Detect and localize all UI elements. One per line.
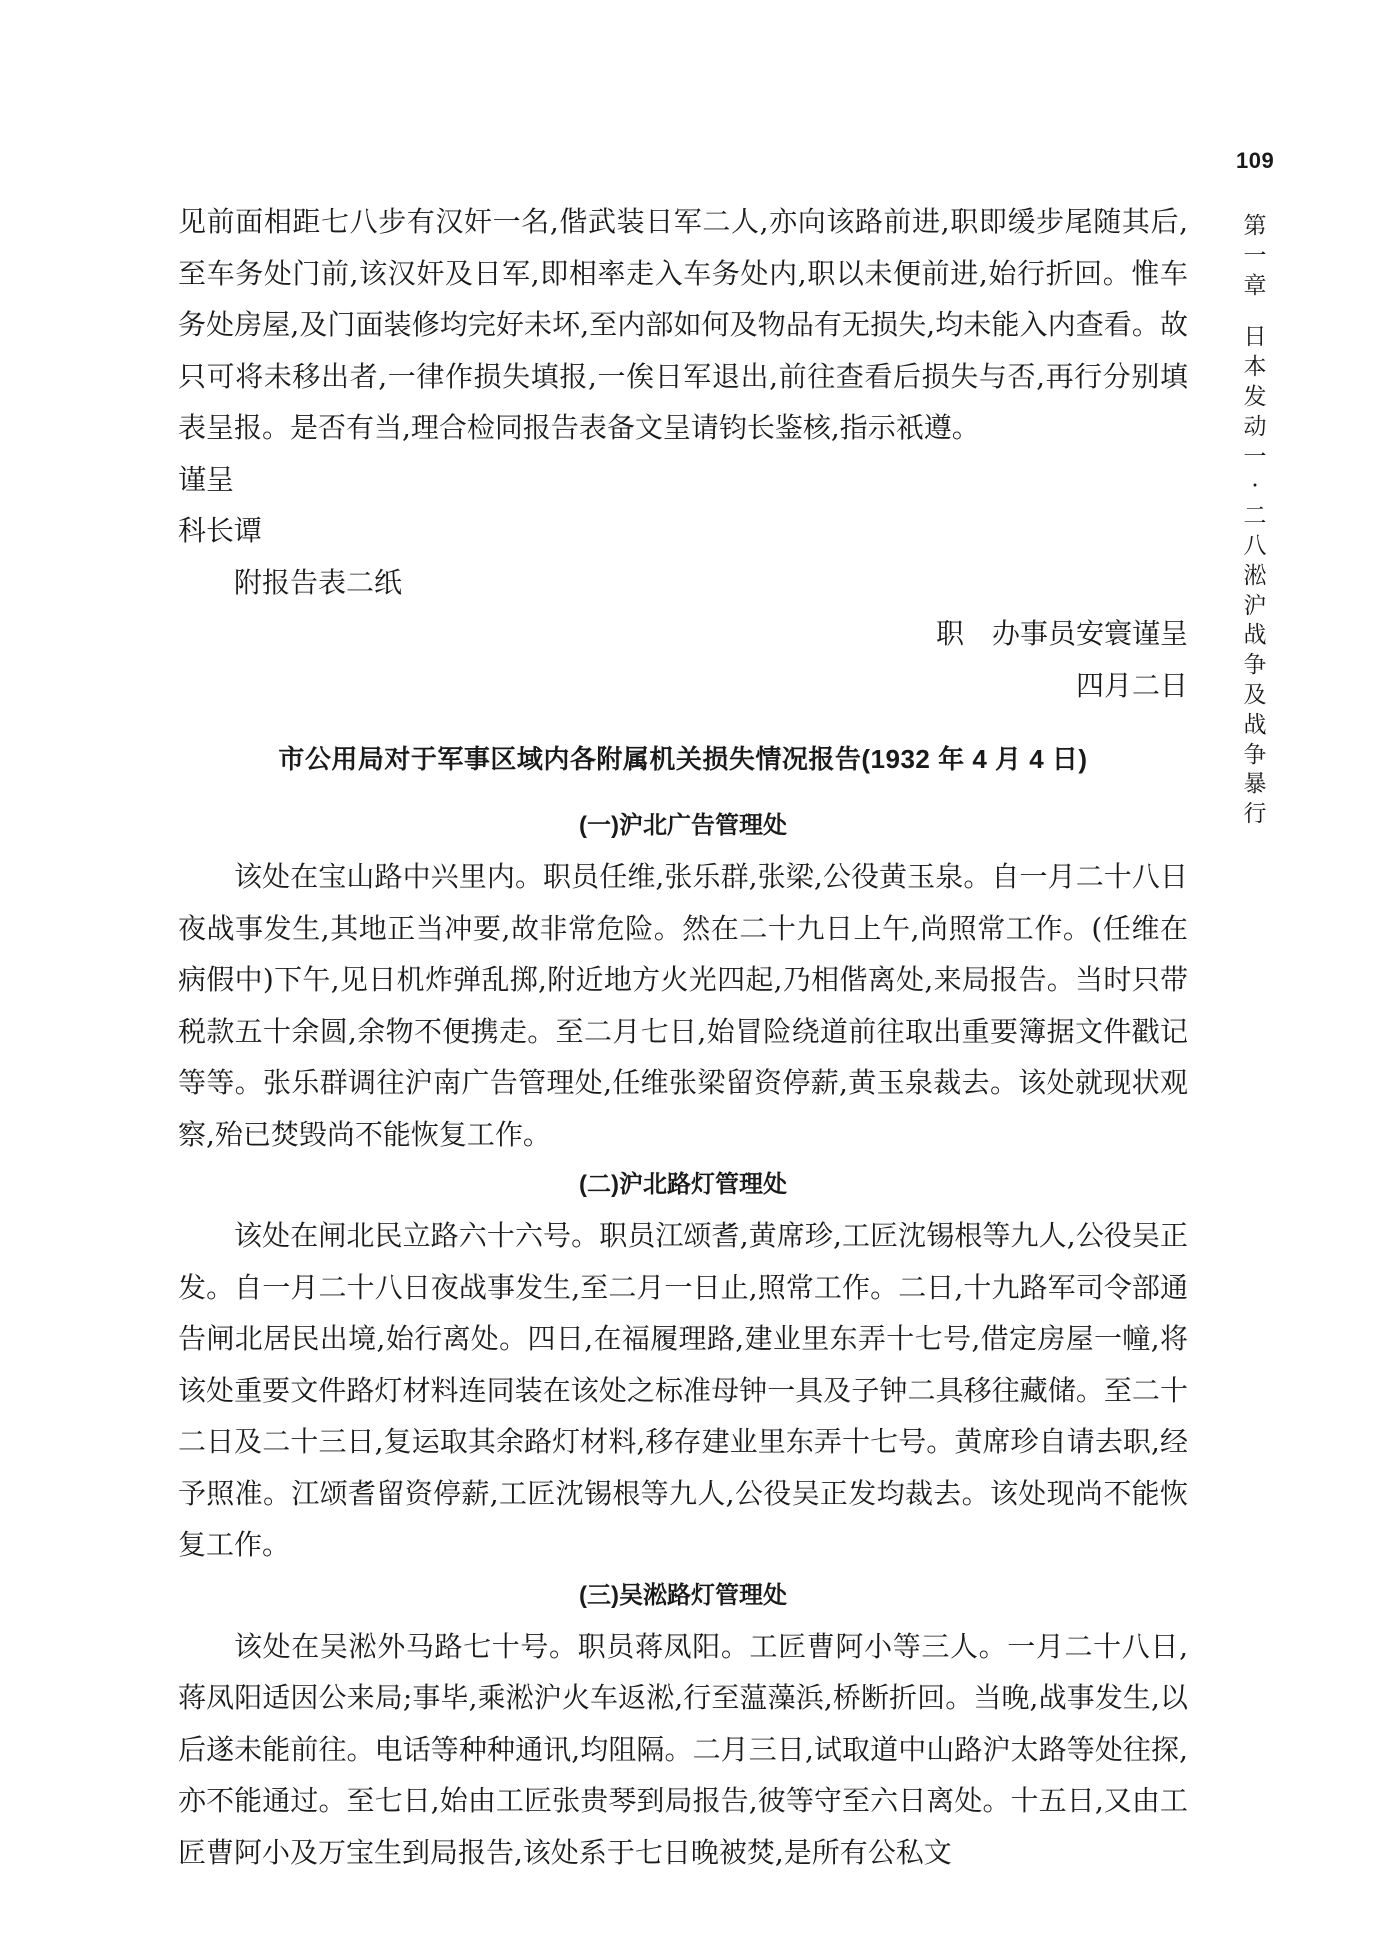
- signature-title: 职: [935, 617, 964, 650]
- section-heading: (三)吴淞路灯管理处: [579, 1581, 787, 1609]
- letter-date: 四月二日: [1075, 668, 1188, 702]
- letter-body: 见前面相距七八步有汉奸一名,偕武装日军二人,亦向该路前进,职即缓步尾随其后,至车务处门前,该汉奸及日军,即相率走入车务处内,职以未便前进,始行折回。惟车务处房屋,及门面装修均完好未坏,至内部如何及物品有无损失,均未能入内查看。故只可将未移出者,一律作损失填报,一俟日军退出,前往查看后损失与否,再行分别填表呈报。是否有当,理合检同报告表备文呈请钧长鉴核,指示祇遵。: [178, 205, 1188, 444]
- section-heading: (一)沪北广告管理处: [579, 812, 787, 839]
- section-text: 该处在宝山路中兴里内。职员任维,张乐群,张梁,公役黄玉泉。自一月二十八日夜战事发生,其地正当冲要,故非常危险。然在二十九日上午,尚照常工作。(任维在病假中)下午,见日机炸弹乱掷,附近地方火光四起,乃相偕离处,来局报告。当时只带税款五十余圆,余物不便携走。至二月七日,始冒险绕道前往取出重要簿据文件戳记等等。张乐群调往沪南广告管理处,任维张梁留资停薪,黄玉泉裁去。该处就现状观察,殆已焚毁尚不能恢复工作。: [178, 860, 1188, 1151]
- report-title: 市公用局对于军事区域内各附属机关损失情况报告(1932 年 4 月 4 日): [278, 744, 1088, 774]
- running-head: [1240, 212, 1270, 830]
- section-text: 该处在吴淞外马路七十号。职员蒋凤阳。工匠曹阿小等三人。一月二十八日,蒋凤阳适因公来局;事毕,乘淞沪火车返淞,行至蕰藻浜,桥断折回。当晚,战事发生,以后遂未能前往。电话等种种通讯,均阻隔。二月三日,试取道中山路沪太路等处往探,亦不能通过。至七日,始由工匠张贵琴到局报告,彼等守至六日离处。十五日,又由工匠曹阿小及万宝生到局报告,该处系于七日晚被焚,是所有公私文: [178, 1629, 1188, 1869]
- page-body: [178, 196, 1188, 1878]
- letter-closing: 谨呈: [178, 462, 235, 496]
- running-head-chapter: 第一章: [1243, 213, 1267, 299]
- signature-name: 办事员安寰谨呈: [991, 617, 1188, 650]
- letter-attachment: 附报告表二纸: [234, 565, 403, 599]
- letter-signature: [178, 608, 1188, 660]
- running-head-title: 日本发动一·二八淞沪战争及战争暴行: [1243, 324, 1267, 828]
- letter-addressee: 科长谭: [178, 514, 263, 547]
- page-number: 109: [1236, 148, 1275, 173]
- running-head-gap: [1240, 301, 1270, 323]
- section-text: 该处在闸北民立路六十六号。职员江颂耆,黄席珍,工匠沈锡根等九人,公役吴正发。自一月二十八日夜战事发生,至二月一日止,照常工作。二日,十九路军司令部通告闸北居民出境,始行离处。四日,在福履理路,建业里东弄十七号,借定房屋一幢,将该处重要文件路灯材料连同装在该处之标准母钟一具及子钟二具移往藏储。至二十二日及二十三日,复运取其余路灯材料,移存建业里东弄十七号。黄席珍自请去职,经予照准。江颂耆留资停薪,工匠沈锡根等九人,公役吴正发均裁去。该处现尚不能恢复工作。: [178, 1219, 1188, 1561]
- section-heading: (二)沪北路灯管理处: [579, 1171, 787, 1198]
